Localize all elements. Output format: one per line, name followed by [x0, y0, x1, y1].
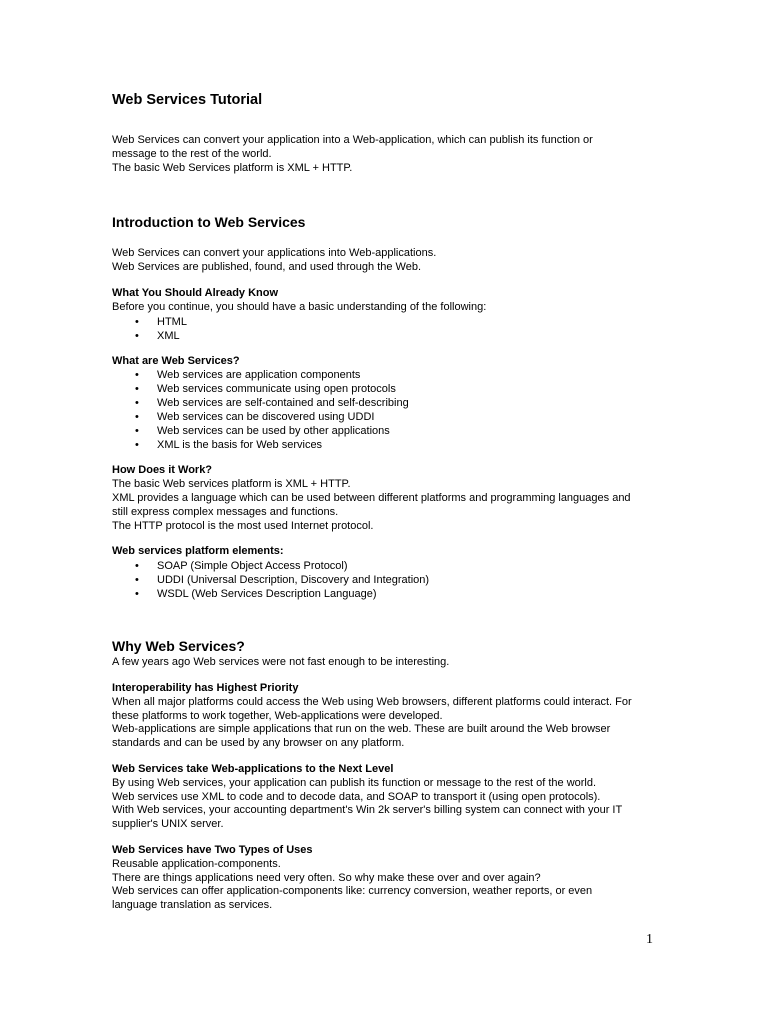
paragraph-line: With Web services, your accounting department's Win 2k server's billing system can connect with your IT [112, 804, 623, 817]
paragraph-line: A few years ago Web services were not fast enough to be interesting. [112, 656, 450, 669]
paragraph-line: XML provides a language which can be used between different platforms and programming languages and [112, 491, 631, 504]
bullet-icon: • [135, 369, 139, 382]
paragraph-line: supplier's UNIX server. [112, 818, 224, 831]
paragraph-line: When all major platforms could access the Web using Web browsers, different platforms could interact. For [112, 695, 632, 708]
intro-line: Web Services can convert your application into a Web-application, which can publish its function or [112, 134, 593, 146]
web-services-list [112, 368, 657, 452]
paragraph-line: Web services can offer application-components like: currency conversion, weather reports, or even [112, 885, 593, 898]
subheading-two-types-of-uses: Web Services have Two Types of Uses [112, 843, 313, 856]
list-item: • Web services are self-contained and self-describing [135, 397, 409, 410]
paragraph-line: The HTTP protocol is the most used Internet protocol. [112, 519, 374, 532]
bullet-icon: • [135, 383, 139, 396]
bullet-icon: • [135, 329, 139, 342]
bullet-icon: • [135, 588, 139, 601]
paragraph-line: By using Web services, your application can publish its function or message to the rest of the world. [112, 776, 597, 789]
paragraph-line: Web Services are published, found, and used through the Web. [112, 261, 422, 274]
list-item: • WSDL (Web Services Description Language) [135, 588, 377, 601]
paragraph-line: Web Services can convert your applications into Web-applications. [112, 247, 437, 260]
bullet-icon: • [135, 574, 139, 587]
list-item: • UDDI (Universal Description, Discovery and Integration) [135, 574, 430, 587]
subheading-what-you-should-know: What You Should Already Know [112, 286, 279, 299]
list-item: • Web services can be used by other applications [135, 425, 390, 438]
document-content [112, 91, 657, 913]
section-heading-introduction: Introduction to Web Services [112, 214, 306, 231]
list-item: • Web services can be discovered using UDDI [135, 411, 375, 424]
bullet-icon: • [135, 560, 139, 573]
bullet-icon: • [135, 439, 139, 452]
list-item: • XML is the basis for Web services [135, 439, 323, 452]
intro-line: message to the rest of the world. [112, 147, 272, 160]
list-item: • Web services are application components [135, 369, 361, 382]
list-item: • HTML [135, 315, 187, 328]
paragraph-line: Before you continue, you should have a basic understanding of the following: [112, 300, 487, 313]
paragraph-line: still express complex messages and functions. [112, 505, 339, 518]
list-item: • Web services communicate using open protocols [135, 383, 396, 396]
section-heading-why-web-services: Why Web Services? [112, 638, 245, 655]
paragraph-line: language translation as services. [112, 899, 273, 912]
paragraph-line: Web services use XML to code and to decode data, and SOAP to transport it (using open protocols). [112, 790, 601, 803]
page-number: 1 [646, 932, 653, 947]
subheading-interoperability: Interoperability has Highest Priority [112, 681, 299, 694]
bullet-icon: • [135, 315, 139, 328]
subheading-next-level: Web Services take Web-applications to the Next Level [112, 762, 394, 775]
bullet-icon: • [135, 411, 139, 424]
document-title: Web Services Tutorial [112, 92, 263, 108]
paragraph-line: standards and can be used by any browser on any platform. [112, 737, 405, 750]
subheading-platform-elements: Web services platform elements: [112, 545, 284, 558]
prerequisites-list [112, 315, 657, 343]
paragraph-line: these platforms to work together, Web-applications were developed. [112, 709, 443, 722]
bullet-icon: • [135, 397, 139, 410]
subheading-how-does-it-work: How Does it Work? [112, 464, 213, 477]
intro-line: The basic Web Services platform is XML + HTTP. [112, 161, 353, 174]
paragraph-line: Reusable application-components. [112, 857, 281, 870]
list-item: • SOAP (Simple Object Access Protocol) [135, 560, 348, 573]
paragraph-line: The basic Web services platform is XML + HTTP. [112, 478, 351, 491]
bullet-icon: • [135, 425, 139, 438]
subheading-what-are-web-services: What are Web Services? [112, 354, 240, 367]
platform-elements-list [112, 559, 657, 601]
list-item: • XML [135, 329, 180, 342]
paragraph-line: Web-applications are simple applications that run on the web. These are built around the Web browser [112, 723, 611, 736]
paragraph-line: There are things applications need very often. So why make these over and over again? [112, 871, 541, 884]
